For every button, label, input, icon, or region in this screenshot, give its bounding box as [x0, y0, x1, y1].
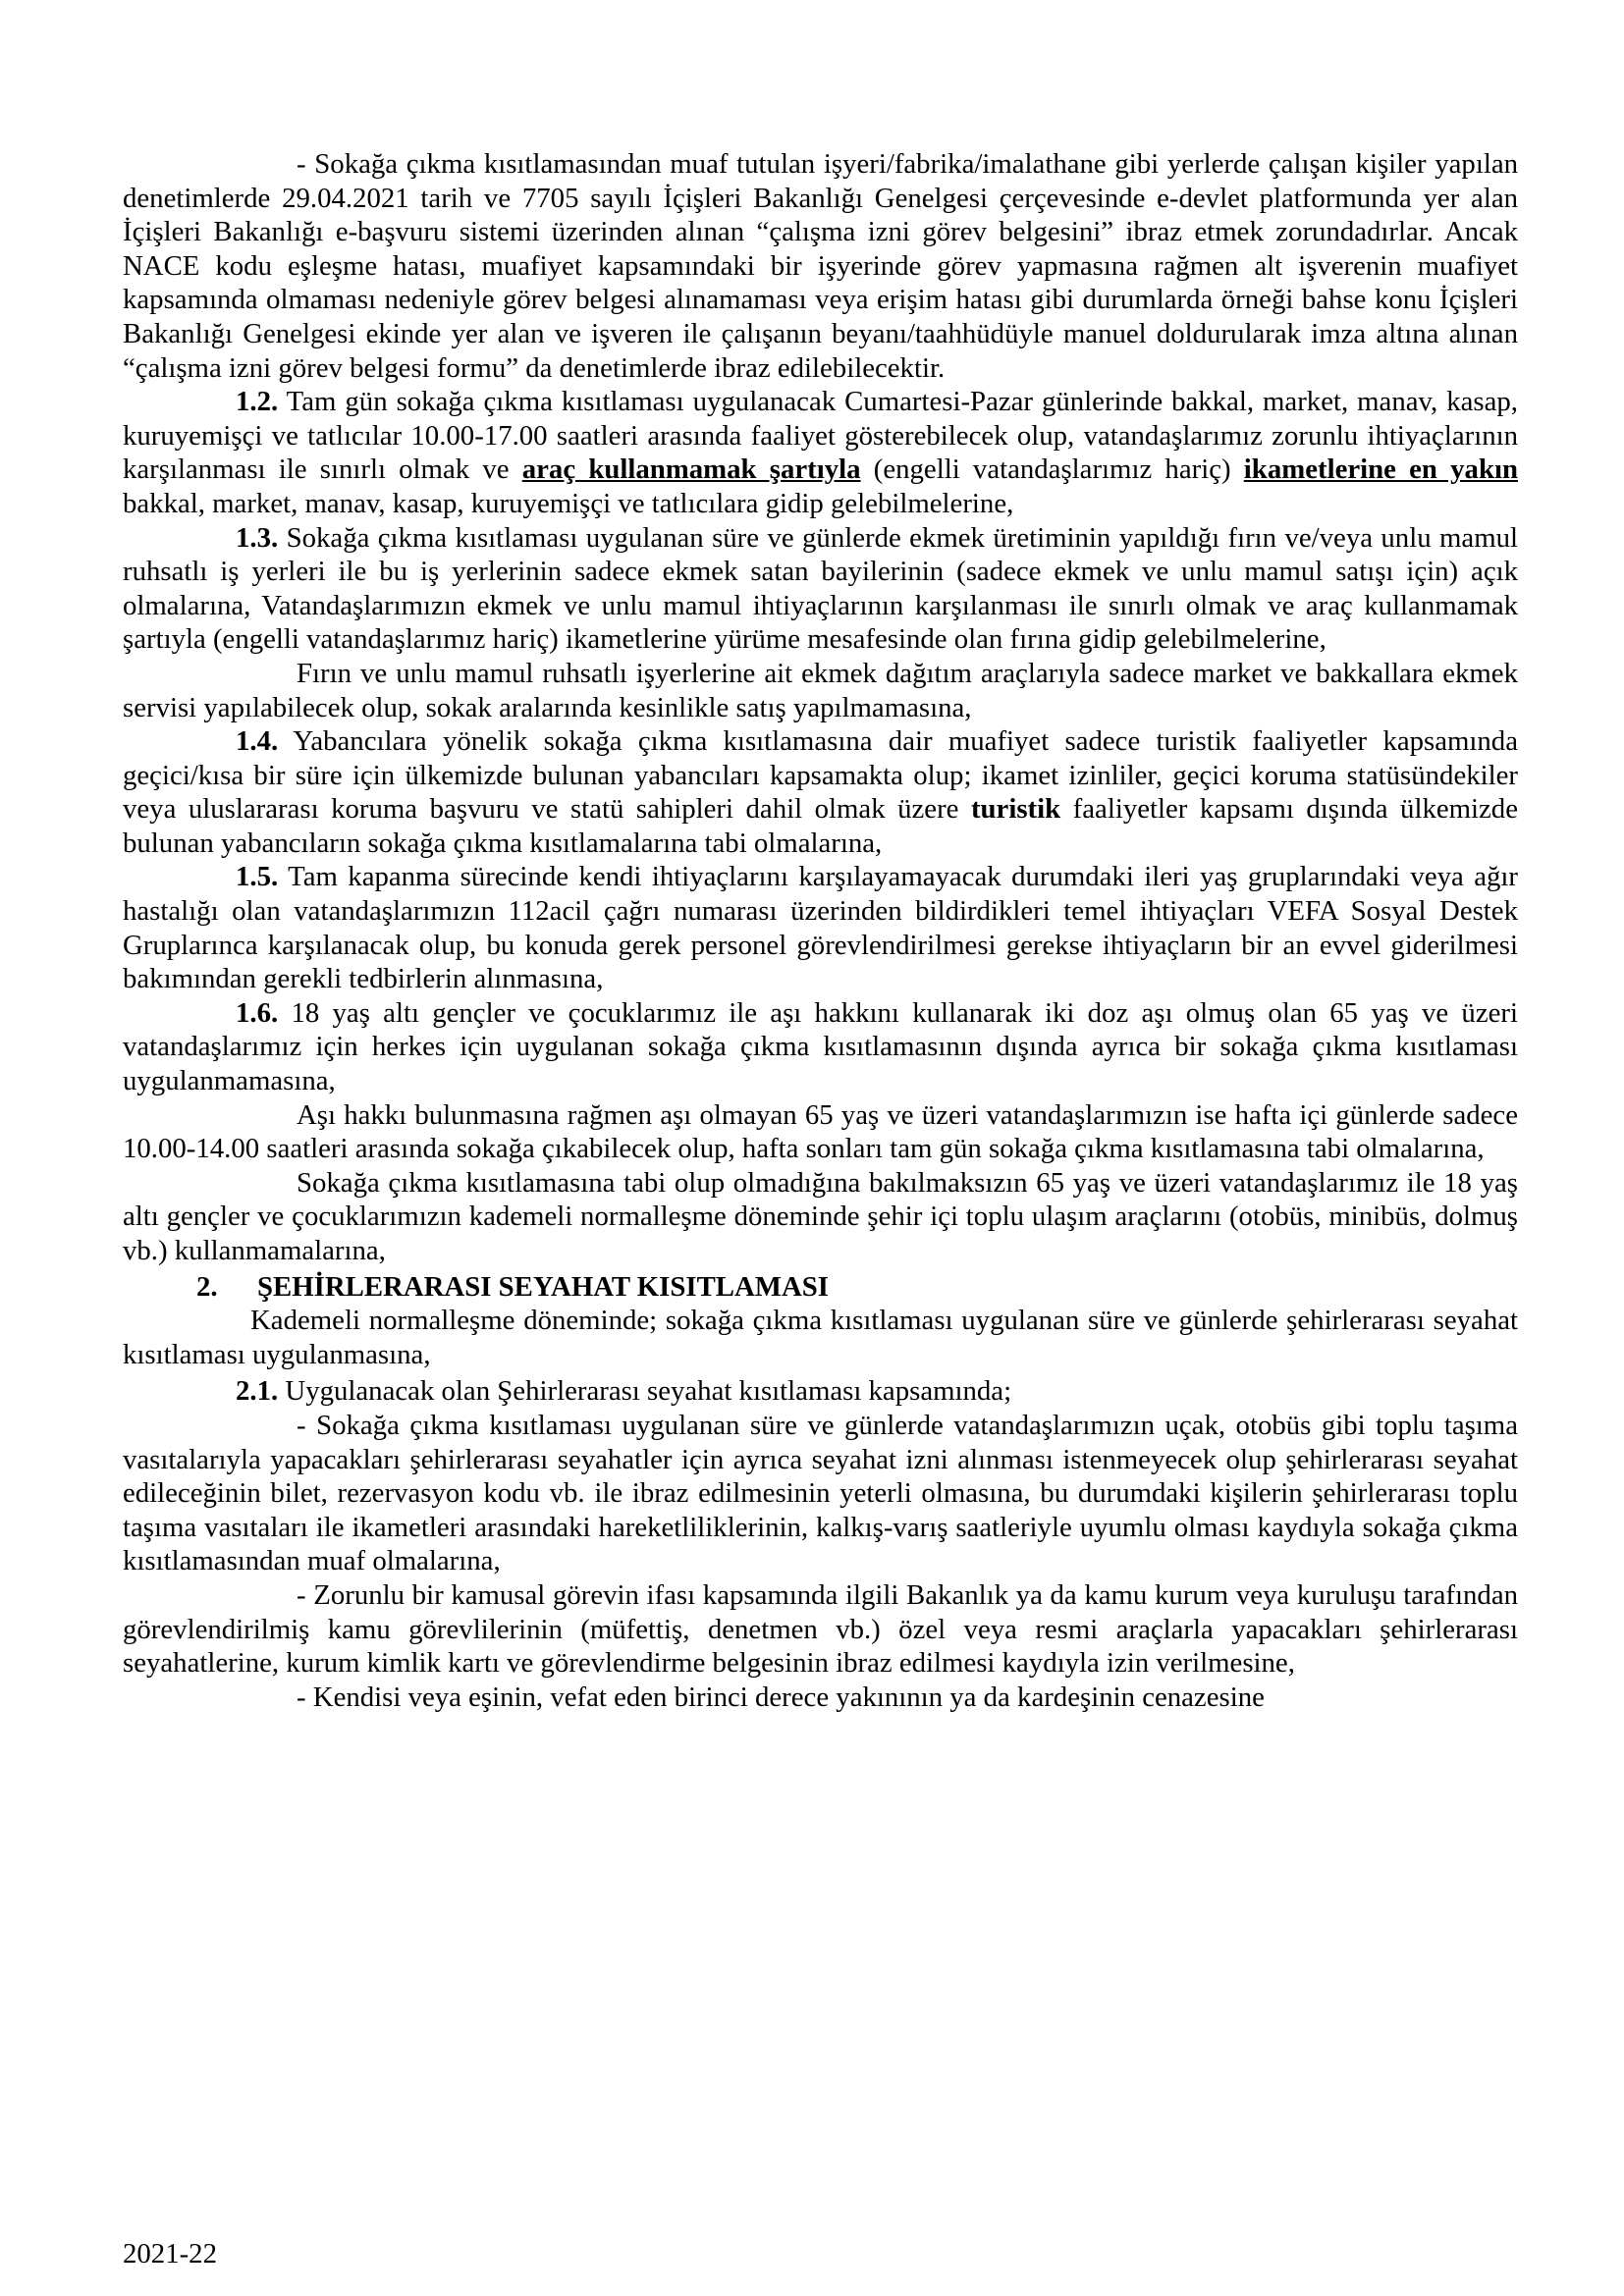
emphasis-text: ikametlerine en yakın [1243, 454, 1518, 486]
page-footer: 2021-22 [123, 2238, 217, 2269]
paragraph-intercity-intro: Kademeli normalleşme döneminde; sokağa çıkma kısıtlaması uygulanan süre ve günlerde şehirlerarası seyahat kısıtlaması uygulanmasına, [123, 1305, 1518, 1370]
item-number: 1.3. [236, 521, 279, 554]
item-number: 1.4. [236, 725, 279, 758]
paragraph-public-officials: - Zorunlu bir kamusal görevin ifası kapsamında ilgili Bakanlık ya da kamu kurum veya kuruluşu tarafından görevlendirilmiş kamu görevlilerinin (müfettiş, denetmen vb.) özel veya resmi araçlarla yapacakları şehirlerarası seyahatlerine, kurum kimlik kartı ve görevlendirme belgesinin ibraz edilmesi kaydıyla izin verilmesine, [123, 1578, 1518, 1680]
section-title: ŞEHİRLERARASI SEYAHAT KISITLAMASI [257, 1270, 829, 1303]
emphasis-text: araç kullanmamak şartıyla [521, 454, 861, 486]
text-run: Uygulanacak olan Şehirlerarası seyahat kısıtlaması kapsamında; [278, 1375, 1012, 1408]
document-body [123, 147, 1518, 1714]
paragraph-1-5 [123, 860, 1518, 995]
text-run: Sokağa çıkma kısıtlaması uygulanan süre ve günlerde ekmek üretiminin yapıldığı fırın ve/veya unlu mamul ruhsatlı iş yerleri ile bu iş yerlerinin sadece ekmek satan bayilerinin (sadece ekmek ve unlu mamul satışı için) açık olmalarına, Vatandaşlarımızın ekmek ve unlu mamul ihtiyaçlarının karşılanması ile sınırlı olmak ve araç kullanmamak şartıyla (engelli vatandaşlarımız hariç) ikametlerine yürüme mesafesinde olan fırına gidip gelebilmelerine, [123, 521, 1518, 656]
paragraph-work-permit: - Sokağa çıkma kısıtlamasından muaf tutulan işyeri/fabrika/imalathane gibi yerlerde çalışan kişiler yapılan denetimlerde 29.04.2021 tarih ve 7705 sayılı İçişleri Bakanlığı Genelgesi çerçevesinde e-devlet platformunda yer alan İçişleri Bakanlığı e-başvuru sistemi üzerinden alınan “çalışma izni görev belgesini” ibraz etmek zorundadırlar. Ancak NACE kodu eşleşme hatası, muafiyet kapsamındaki bir işyerinde görev yapmasına rağmen alt işverenin muafiyet kapsamında olmaması nedeniyle görev belgesi alınamaması veya erişim hatası gibi durumlarda örneği bahse konu İçişleri Bakanlığı Genelgesi ekinde yer alan ve işveren ile çalışanın beyanı/taahhüdüyle manuel doldurularak imza altına alınan “çalışma izni görev belgesi formu” da denetimlerde ibraz edilebilecektir. [123, 148, 1518, 384]
paragraph-bread-delivery: Fırın ve unlu mamul ruhsatlı işyerlerine ait ekmek dağıtım araçlarıyla sadece market ve bakkallara ekmek servisi yapılabilecek olup, sokak aralarında kesinlikle satış yapılmamasına, [123, 657, 1518, 723]
paragraph-1-2 [123, 385, 1518, 520]
paragraph-public-transport-travel: - Sokağa çıkma kısıtlaması uygulanan süre ve günlerde vatandaşlarımızın uçak, otobüs gibi toplu taşıma vasıtalarıyla yapacakları şehirlerarası seyahatler için ayrıca seyahat izni alınması istenmeyecek olup şehirlerarası seyahat edileceğinin bilet, rezervasyon kodu vb. ile ibraz edilmesinin yeterli olmasına, bu durumdaki kişilerin şehirlerarası toplu taşıma vasıtaları ile ikametleri arasındaki hareketliliklerinin, kalkış-varış saatleriyle uyumlu olması kaydıyla sokağa çıkma kısıtlamasından muaf olmalarına, [123, 1409, 1518, 1577]
item-number: 1.2. [236, 386, 279, 418]
text-run: bakkal, market, manav, kasap, kuruyemişçi ve tatlıcılara gidip gelebilmelerine, [123, 487, 1014, 519]
paragraph-1-4 [123, 724, 1518, 860]
emphasis-text: turistik [970, 793, 1061, 826]
paragraph-1-3 [123, 521, 1518, 657]
paragraph-vaccine-seniors: Aşı hakkı bulunmasına rağmen aşı olmayan 65 yaş ve üzeri vatandaşlarımızın ise hafta içi günlerde sadece 10.00-14.00 saatleri arasında sokağa çıkabilecek olup, hafta sonları tam gün sokağa çıkma kısıtlamasına tabi olmalarına, [123, 1098, 1518, 1165]
text-run: Tam kapanma sürecinde kendi ihtiyaçlarını karşılayamayacak durumdaki ileri yaş gruplarındaki veya ağır hastalığı olan vatandaşlarımızın 112acil çağrı numarası üzerinden bildirdikleri temel ihtiyaçları VEFA Sosyal Destek Gruplarınca karşılanacak olup, bu konuda gerek personel görevlendirilmesi gerekse ihtiyaçların bir an evvel giderilmesi bakımından gerekli tedbirlerin alınmasına, [123, 861, 1518, 995]
paragraph-1-6 [123, 996, 1518, 1098]
text-run: faaliyetler kapsamı dışında ülkemizde bulunan yabancıların sokağa çıkma kısıtlamalarına tabi olmalarına, [123, 793, 1518, 859]
text-run: Yabancılara yönelik sokağa çıkma kısıtlamasına dair muafiyet sadece turistik faaliyetler kapsamında geçici/kısa bir süre için ülkemizde bulunan yabancıları kapsamakta olup; ikamet izinliler, geçici koruma statüsündekiler veya uluslararası koruma başvuru ve statü sahipleri dahil olmak üzere [123, 725, 1518, 826]
text-run: Tam gün sokağa çıkma kısıtlaması uygulanacak Cumartesi-Pazar günlerinde bakkal, market, manav, kasap, kuruyemişçi ve tatlıcılar 10.00-17.00 saatleri arasında faaliyet gösterebilecek olup, vatandaşlarımız zorunlu ihtiyaçlarının karşılanması ile sınırlı olmak ve [123, 386, 1518, 486]
section-heading-2 [123, 1270, 1518, 1305]
paragraph-funeral: - Kendisi veya eşinin, vefat eden birinci derece yakınının ya da kardeşinin cenazesine [297, 1681, 1265, 1713]
text-run: 18 yaş altı gençler ve çocuklarımız ile aşı hakkını kullanarak iki doz aşı olmuş olan 65 yaş ve üzeri vatandaşlarımız için herkes için uygulanan sokağa çıkma kısıtlamasının dışında ayrıca bir sokağa çıkma kısıtlaması uygulanmamasına, [123, 996, 1518, 1097]
paragraph-public-transport: Sokağa çıkma kısıtlamasına tabi olup olmadığına bakılmaksızın 65 yaş ve üzeri vatandaşlarımız ile 18 yaş altı gençler ve çocuklarımızın kademeli normalleşme döneminde şehir içi toplu ulaşım araçlarını (otobüs, minibüs, dolmuş vb.) kullanmamalarına, [123, 1166, 1518, 1266]
paragraph-2-1 [123, 1374, 1518, 1409]
item-number: 1.6. [236, 996, 279, 1029]
section-number: 2. [196, 1270, 218, 1303]
item-number: 1.5. [236, 861, 279, 893]
text-run: (engelli vatandaşlarımız hariç) [860, 454, 1244, 486]
item-number: 2.1. [236, 1375, 279, 1408]
